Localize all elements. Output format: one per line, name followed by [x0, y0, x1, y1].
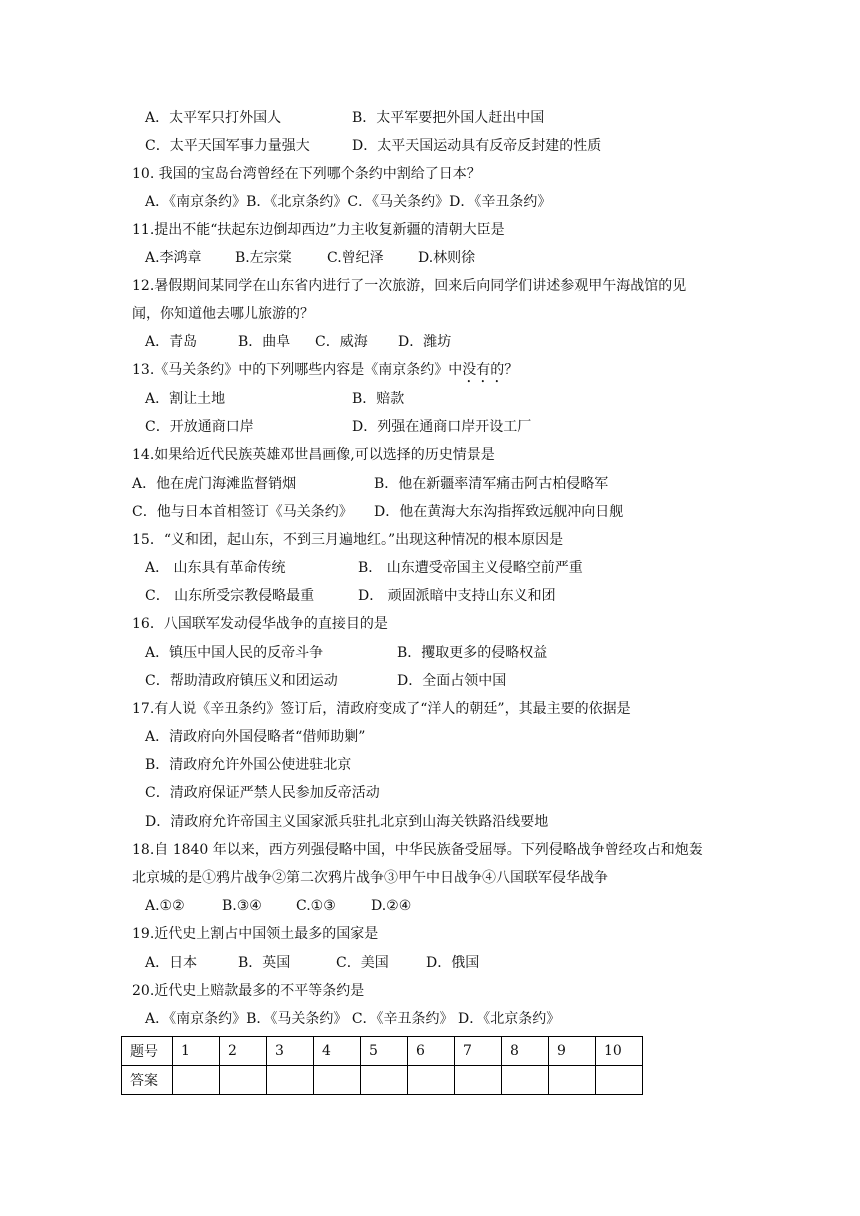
- q13-stem-text: 13.《马关条约》中的下列哪些内容是《南京条约》中: [132, 362, 463, 378]
- q13-stem: [132, 360, 518, 386]
- q20-stem: 20.近代史上赔款最多的不平等条约是: [132, 983, 365, 999]
- question-number-cell: 7: [455, 1037, 502, 1066]
- answer-cell[interactable]: [314, 1066, 361, 1095]
- q13-option-a: A．割让土地: [145, 391, 226, 407]
- q19-option-a: A．日本: [145, 955, 198, 971]
- question-number-cell: 6: [408, 1037, 455, 1066]
- question-number-cell: 2: [220, 1037, 267, 1066]
- answer-cell[interactable]: [596, 1066, 643, 1095]
- q17-stem: 17.有人说《辛丑条约》签订后，清政府变成了“洋人的朝廷”，其最主要的依据是: [132, 701, 631, 717]
- q14-option-a: A．他在虎门海滩监督销烟: [132, 476, 297, 492]
- answer-label: 答案: [122, 1066, 173, 1095]
- q16-option-d: D．全面占领中国: [397, 673, 507, 689]
- q15-option-c: C． 山东所受宗教侵略最重: [145, 588, 315, 604]
- answer-cell[interactable]: [408, 1066, 455, 1095]
- q14-stem: 14.如果给近代民族英雄邓世昌画像,可以选择的历史情景是: [132, 447, 495, 463]
- q11-option-c: C.曾纪泽: [327, 250, 384, 266]
- answer-cell[interactable]: [502, 1066, 549, 1095]
- q17-option-b: B．清政府允许外国公使进驻北京: [145, 757, 352, 773]
- answer-cell[interactable]: [361, 1066, 408, 1095]
- q12-stem-line2: 闻，你知道他去哪儿旅游的？: [132, 306, 314, 322]
- q11-stem: 11.提出不能“扶起东边倒却西边”力主收复新疆的清朝大臣是: [132, 222, 505, 238]
- q11-option-d: D.林则徐: [418, 250, 476, 266]
- q19-option-d: D．俄国: [426, 955, 480, 971]
- answer-table-answer-row: [122, 1066, 643, 1095]
- q20-options: A．《南京条约》B．《马关条约》 C．《辛丑条约》 D．《北京条约》: [145, 1011, 561, 1027]
- q12-option-b: B．曲阜: [238, 334, 291, 350]
- q17-option-d: D．清政府允许帝国主义国家派兵驻扎北京到山海关铁路沿线要地: [145, 814, 549, 830]
- q18-option-d: D.②④: [371, 898, 412, 914]
- q9-option-d: D．太平天国运动具有反帝反封建的性质: [352, 138, 602, 154]
- question-number-cell: 10: [596, 1037, 643, 1066]
- q18-stem-line1: 18.自 1840 年以来，西方列强侵略中国，中华民族备受屈辱。下列侵略战争曾经攻占和炮轰: [132, 842, 703, 858]
- q13-option-b: B．赔款: [352, 391, 405, 407]
- answer-table-header-row: [122, 1037, 643, 1066]
- q13-stem-end: ？: [504, 362, 519, 378]
- q12-option-c: C．威海: [315, 334, 368, 350]
- answer-cell[interactable]: [455, 1066, 502, 1095]
- answer-cell[interactable]: [173, 1066, 220, 1095]
- q15-stem: 15．“义和团，起山东，不到三月遍地红。”出现这种情况的根本原因是: [132, 532, 564, 548]
- q17-option-c: C．清政府保证严禁人民参加反帝活动: [145, 785, 380, 801]
- q11-option-a: A.李鸿章: [145, 250, 202, 266]
- q13-option-c: C．开放通商口岸: [145, 419, 254, 435]
- q14-option-d: D．他在黄海大东沟指挥致远舰冲向日舰: [374, 504, 624, 520]
- q19-stem: 19.近代史上割占中国领土最多的国家是: [132, 926, 379, 942]
- q16-option-b: B．攫取更多的侵略权益: [397, 645, 548, 661]
- question-number-cell: 1: [173, 1037, 220, 1066]
- question-number-cell: 3: [267, 1037, 314, 1066]
- answer-cell[interactable]: [549, 1066, 596, 1095]
- q10-stem: 10. 我国的宝岛台湾曾经在下列哪个条约中割给了日本？: [132, 166, 481, 182]
- q18-option-b: B.③④: [222, 898, 262, 914]
- q12-stem-line1: 12.暑假期间某同学在山东省内进行了一次旅游，回来后向同学们讲述参观甲午海战馆的见: [132, 278, 687, 294]
- q19-option-b: B．英国: [238, 955, 291, 971]
- question-number-cell: 4: [314, 1037, 361, 1066]
- q9-option-b: B．太平军要把外国人赶出中国: [352, 110, 545, 126]
- q18-stem-line2: 北京城的是①鸦片战争②第二次鸦片战争③甲午中日战争④八国联军侵华战争: [132, 870, 608, 886]
- answer-table: [121, 1036, 643, 1095]
- question-number-cell: 8: [502, 1037, 549, 1066]
- q16-option-a: A．镇压中国人民的反帝斗争: [145, 645, 324, 661]
- q15-option-d: D． 顽固派暗中支持山东义和团: [358, 588, 556, 604]
- q9-option-a: A．太平军只打外国人: [145, 110, 282, 126]
- q13-emphasis: 没有的: [462, 362, 505, 378]
- q12-option-d: D．潍坊: [398, 334, 452, 350]
- q12-option-a: A．青岛: [145, 334, 198, 350]
- q11-option-b: B.左宗棠: [235, 250, 292, 266]
- q13-option-d: D．列强在通商口岸开设工厂: [352, 419, 532, 435]
- q18-option-c: C.①③: [296, 898, 336, 914]
- question-number-cell: 5: [361, 1037, 408, 1066]
- answer-cell[interactable]: [267, 1066, 314, 1095]
- q16-option-c: C．帮助清政府镇压义和团运动: [145, 673, 338, 689]
- q14-option-b: B．他在新疆率清军痛击阿古柏侵略军: [374, 476, 609, 492]
- question-number-cell: 9: [549, 1037, 596, 1066]
- q17-option-a: A．清政府向外国侵略者“借师助剿”: [145, 729, 366, 745]
- q19-option-c: C．美国: [336, 955, 389, 971]
- q18-option-a: A.①②: [145, 898, 185, 914]
- q16-stem: 16．八国联军发动侵华战争的直接目的是: [132, 616, 388, 632]
- q15-option-b: B． 山东遭受帝国主义侵略空前严重: [358, 560, 583, 576]
- q14-option-c: C．他与日本首相签订《马关条约》: [132, 504, 353, 520]
- q9-option-c: C．太平天国军事力量强大: [145, 138, 310, 154]
- question-number-label: 题号: [122, 1037, 173, 1066]
- q10-options: A．《南京条约》B．《北京条约》C．《马关条约》D．《辛丑条约》: [145, 194, 552, 210]
- q15-option-a: A． 山东具有革命传统: [145, 560, 286, 576]
- answer-cell[interactable]: [220, 1066, 267, 1095]
